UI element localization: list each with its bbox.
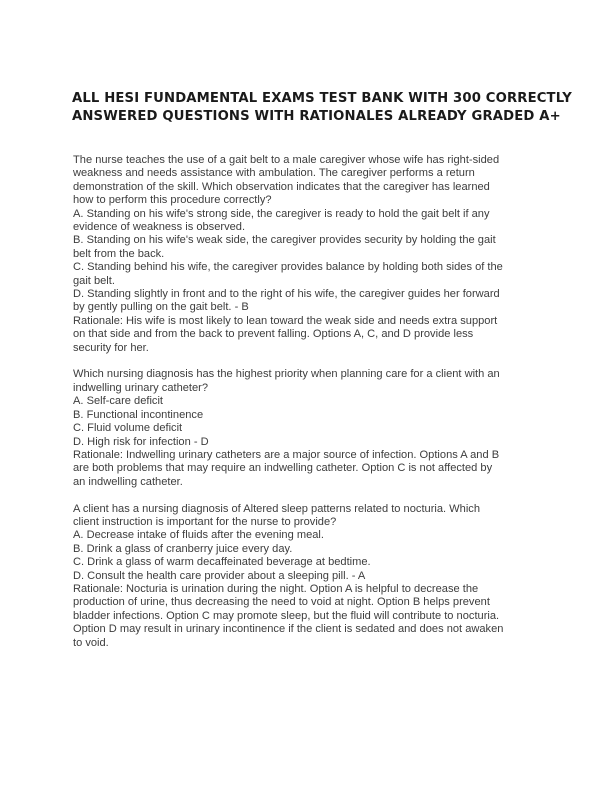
- question-urinary-catheter: [73, 368, 543, 489]
- question-gait-belt: [73, 154, 543, 355]
- option-b-line: B. Standing on his wife's weak side, the caregiver provides security by holding the gait: [73, 234, 496, 247]
- option-c-line: C. Fluid volume deficit: [73, 422, 183, 435]
- rationale-line: Rationale: His wife is most likely to lean toward the weak side and needs extra support: [73, 314, 498, 327]
- rationale-line: bladder infections. Option C may promote sleep, but the fluid will contribute to nocturia.: [73, 609, 500, 622]
- rationale-line: Rationale: Nocturia is urination during the night. Option A is helpful to decrease the: [73, 582, 479, 595]
- question-stem-line: how to perform this procedure correctly?: [73, 194, 272, 207]
- rationale-line: production of urine, thus decreasing the need to void at night. Option B helps prevent: [73, 596, 490, 609]
- rationale-line: Option D may result in urinary incontinence if the client is sedated and does not awaken: [73, 623, 504, 636]
- option-c-line: gait belt.: [73, 274, 115, 287]
- rationale-line: security for her.: [73, 341, 149, 354]
- question-stem-line: A client has a nursing diagnosis of Altered sleep patterns related to nocturia. Which: [73, 502, 481, 515]
- option-d-answer-line: D. High risk for infection - D: [73, 435, 209, 448]
- option-a-line: A. Self-care deficit: [73, 395, 164, 408]
- question-stem-line: demonstration of the skill. Which observation indicates that the caregiver has learned: [73, 180, 490, 193]
- option-c-line: C. Drink a glass of warm decaffeinated beverage at bedtime.: [73, 556, 371, 569]
- question-list: [73, 154, 543, 663]
- option-a-line: A. Standing on his wife's strong side, the caregiver is ready to hold the gait belt if any: [73, 207, 490, 220]
- title-line: ANSWERED QUESTIONS WITH RATIONALES ALREADY GRADED A+: [72, 109, 561, 124]
- rationale-line: to void.: [73, 636, 109, 649]
- option-b-line: belt from the back.: [73, 247, 165, 260]
- option-d-answer-line: by gently pulling on the gait belt. - B: [73, 301, 249, 314]
- title-line: ALL HESI FUNDAMENTAL EXAMS TEST BANK WITH 300 CORRECTLY: [72, 91, 572, 106]
- question-stem-line: Which nursing diagnosis has the highest priority when planning care for a client with an: [73, 368, 500, 381]
- question-stem-line: weakness and needs assistance with ambulation. The caregiver performs a return: [73, 167, 475, 180]
- option-d-line: D. Standing slightly in front and to the right of his wife, the caregiver guides her forward: [73, 288, 500, 301]
- question-stem-line: client instruction is important for the nurse to provide?: [73, 515, 337, 528]
- option-a-line: evidence of weakness is observed.: [73, 221, 246, 234]
- rationale-line: Rationale: Indwelling urinary catheters are a major source of infection. Options A and B: [73, 448, 500, 461]
- question-stem-line: The nurse teaches the use of a gait belt to a male caregiver whose wife has right-sided: [73, 154, 500, 166]
- option-b-line: B. Functional incontinence: [73, 408, 204, 421]
- document-title: [72, 90, 572, 126]
- option-d-answer-line: D. Consult the health care provider about a sleeping pill. - A: [73, 569, 366, 582]
- rationale-line: on that side and from the back to prevent falling. Options A, C, and D provide less: [73, 328, 474, 341]
- option-c-line: C. Standing behind his wife, the caregiver provides balance by holding both sides of the: [73, 261, 503, 274]
- option-b-line: B. Drink a glass of cranberry juice every day.: [73, 542, 293, 555]
- option-a-line: A. Decrease intake of fluids after the evening meal.: [73, 529, 324, 542]
- rationale-line: are both problems that may require an indwelling catheter. Option C is not affected by: [73, 462, 493, 475]
- rationale-line: an indwelling catheter.: [73, 475, 183, 488]
- question-nocturia: [73, 503, 543, 650]
- question-stem-line: indwelling urinary catheter?: [73, 381, 209, 394]
